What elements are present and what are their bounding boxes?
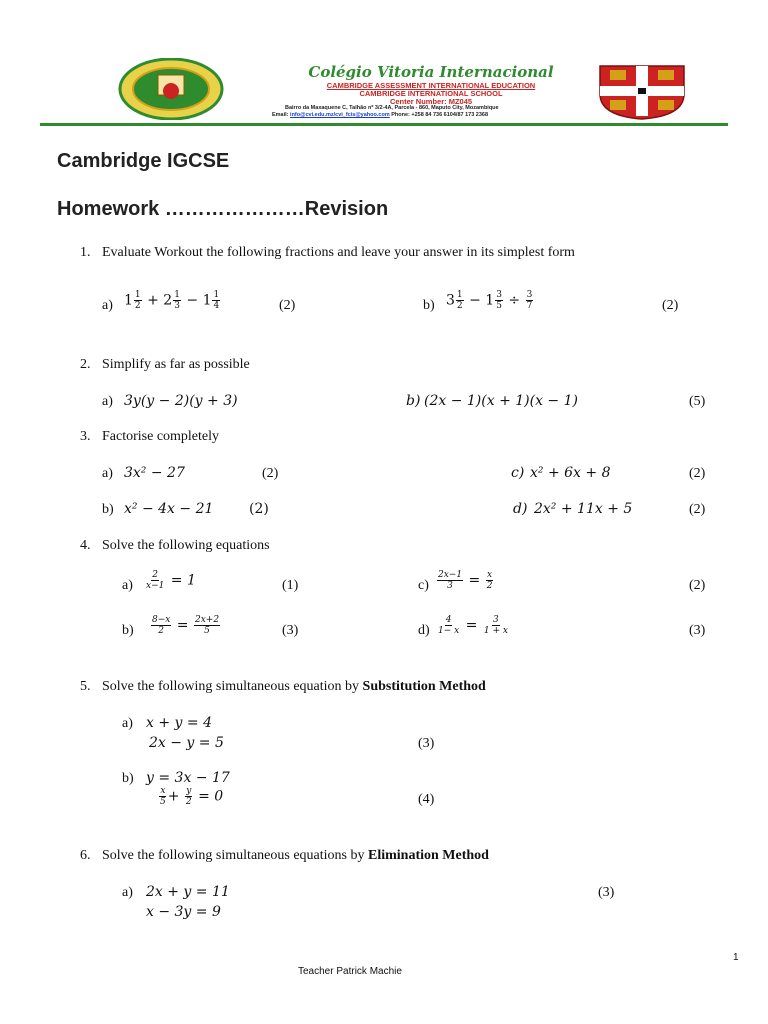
q5a-equation-2: 2x − y = 5 — [149, 735, 224, 751]
q5-text — [102, 679, 486, 695]
q3c-label: c) — [511, 465, 525, 481]
q4b-expression: $\frac{8-x}{2}$ = $\frac{2x+2}{5}$ — [152, 615, 220, 636]
email-label: Email: — [272, 112, 289, 118]
q3a-expression: 3x² − 27 — [124, 465, 185, 481]
q5a-mark: (3) — [418, 736, 435, 751]
q2a-expression: 3y(y − 2)(y + 3) — [124, 393, 238, 409]
page-subtitle: Homework …………………Revision — [57, 198, 389, 220]
q5b-label: b) — [122, 771, 134, 786]
q3d-label: d) — [513, 501, 528, 517]
q3b-expression: x² − 4x − 21 — [124, 501, 214, 517]
cambridge-crest — [598, 64, 686, 120]
header-line-2: CAMBRIDGE INTERNATIONAL SCHOOL — [359, 89, 503, 98]
header-line-1: CAMBRIDGE ASSESSMENT INTERNATIONAL EDUCATION — [326, 81, 536, 90]
q6-text — [102, 848, 489, 864]
q4-text: Solve the following equations — [102, 538, 270, 553]
q5-instruction: Solve the following simultaneous equation by — [102, 679, 363, 694]
header-contact — [272, 112, 488, 118]
q3a-label: a) — [102, 466, 113, 481]
q2b-mark: (5) — [689, 394, 706, 409]
q4d-expression: $\frac{4}{1- x}$ = $\frac{3}{1 + x}$ — [438, 615, 508, 636]
q4-number: 4. — [80, 538, 91, 553]
q2b-label: b) — [406, 393, 421, 409]
q6a-label: a) — [122, 885, 133, 900]
header-divider — [40, 123, 728, 126]
email-link[interactable]: info@cvi.edu.mz/cvi_fcis@yahoo.com — [290, 112, 390, 118]
q2b-expression: (2x − 1)(x + 1)(x − 1) — [424, 393, 578, 409]
q4a-label: a) — [122, 578, 133, 593]
q1b-expression: 3 $\frac{1}{2}$ − 1 $\frac{3}{5}$ ÷ $\frac{3}{7}$ — [446, 290, 533, 311]
page-title: Cambridge IGCSE — [57, 150, 230, 172]
school-logo — [118, 58, 224, 120]
page-number: 1 — [733, 952, 739, 963]
q3c-mark: (2) — [689, 466, 706, 481]
q4c-label: c) — [418, 578, 429, 593]
q1a-expression: 1 $\frac{1}{2}$ + 2 $\frac{1}{3}$ − 1 $\frac{1}{4}$ — [124, 290, 220, 311]
q1a-mark: (2) — [279, 298, 296, 313]
q2-text: Simplify as far as possible — [102, 357, 250, 372]
q3c-expression: x² + 6x + 8 — [530, 465, 611, 481]
q5a-label: a) — [122, 716, 133, 731]
header-address: Bairro da Maxaquene C, Talhão nº 3/2-4A, Parcela - 860, Maputo City, Mozambique — [285, 105, 499, 111]
q5b-mark: (4) — [418, 792, 435, 807]
q4c-expression: $\frac{2x-1}{3}$ = $\frac{x}{2}$ — [438, 570, 493, 591]
q6-method: Elimination Method — [367, 848, 489, 863]
footer-teacher: Teacher Patrick Machie — [298, 966, 402, 977]
q4d-label: d) — [418, 623, 430, 638]
q4a-expression: $\frac{2}{x-1}$ = 1 — [146, 570, 196, 591]
q4b-label: b) — [122, 623, 134, 638]
q4c-mark: (2) — [689, 578, 706, 593]
q1b-label: b) — [423, 298, 435, 313]
q4d-mark: (3) — [689, 623, 706, 638]
q6-instruction: Solve the following simultaneous equations by — [102, 848, 368, 863]
q3d-expression: 2x² + 11x + 5 — [534, 501, 633, 517]
q1-number: 1. — [80, 245, 91, 260]
q2-number: 2. — [80, 357, 91, 372]
q5b-equation-1: y = 3x − 17 — [146, 770, 230, 786]
q4a-mark: (1) — [282, 578, 299, 593]
q5b-equation-2: $\frac{x}{5}$ + $\frac{y}{2}$ = 0 — [160, 786, 224, 807]
q5-number: 5. — [80, 679, 91, 694]
school-name: Colégio Vitoria Internacional — [308, 63, 554, 81]
q3-number: 3. — [80, 429, 91, 444]
q6-number: 6. — [80, 848, 91, 863]
q6a-equation-2: x − 3y = 9 — [146, 904, 221, 920]
q2a-label: a) — [102, 394, 113, 409]
header-line-3: Center Number: MZ045 — [389, 97, 473, 106]
q1a-label: a) — [102, 298, 113, 313]
q3d-mark: (2) — [689, 502, 706, 517]
q3a-mark: (2) — [262, 466, 279, 481]
q6a-equation-1: 2x + y = 11 — [146, 884, 230, 900]
q1b-mark: (2) — [662, 298, 679, 313]
q1-text: Evaluate Workout the following fractions and leave your answer in its simplest form — [102, 245, 575, 260]
q5a-equation-1: x + y = 4 — [146, 715, 212, 731]
q5-method: Substitution Method — [362, 679, 486, 694]
q3b-mark: (2) — [249, 501, 269, 517]
phone-text: Phone: +258 84 736 6104/87 173 2368 — [391, 112, 489, 118]
q6a-mark: (3) — [598, 885, 615, 900]
q3-text: Factorise completely — [102, 429, 220, 444]
q4b-mark: (3) — [282, 623, 299, 638]
q3b-label: b) — [102, 502, 114, 517]
